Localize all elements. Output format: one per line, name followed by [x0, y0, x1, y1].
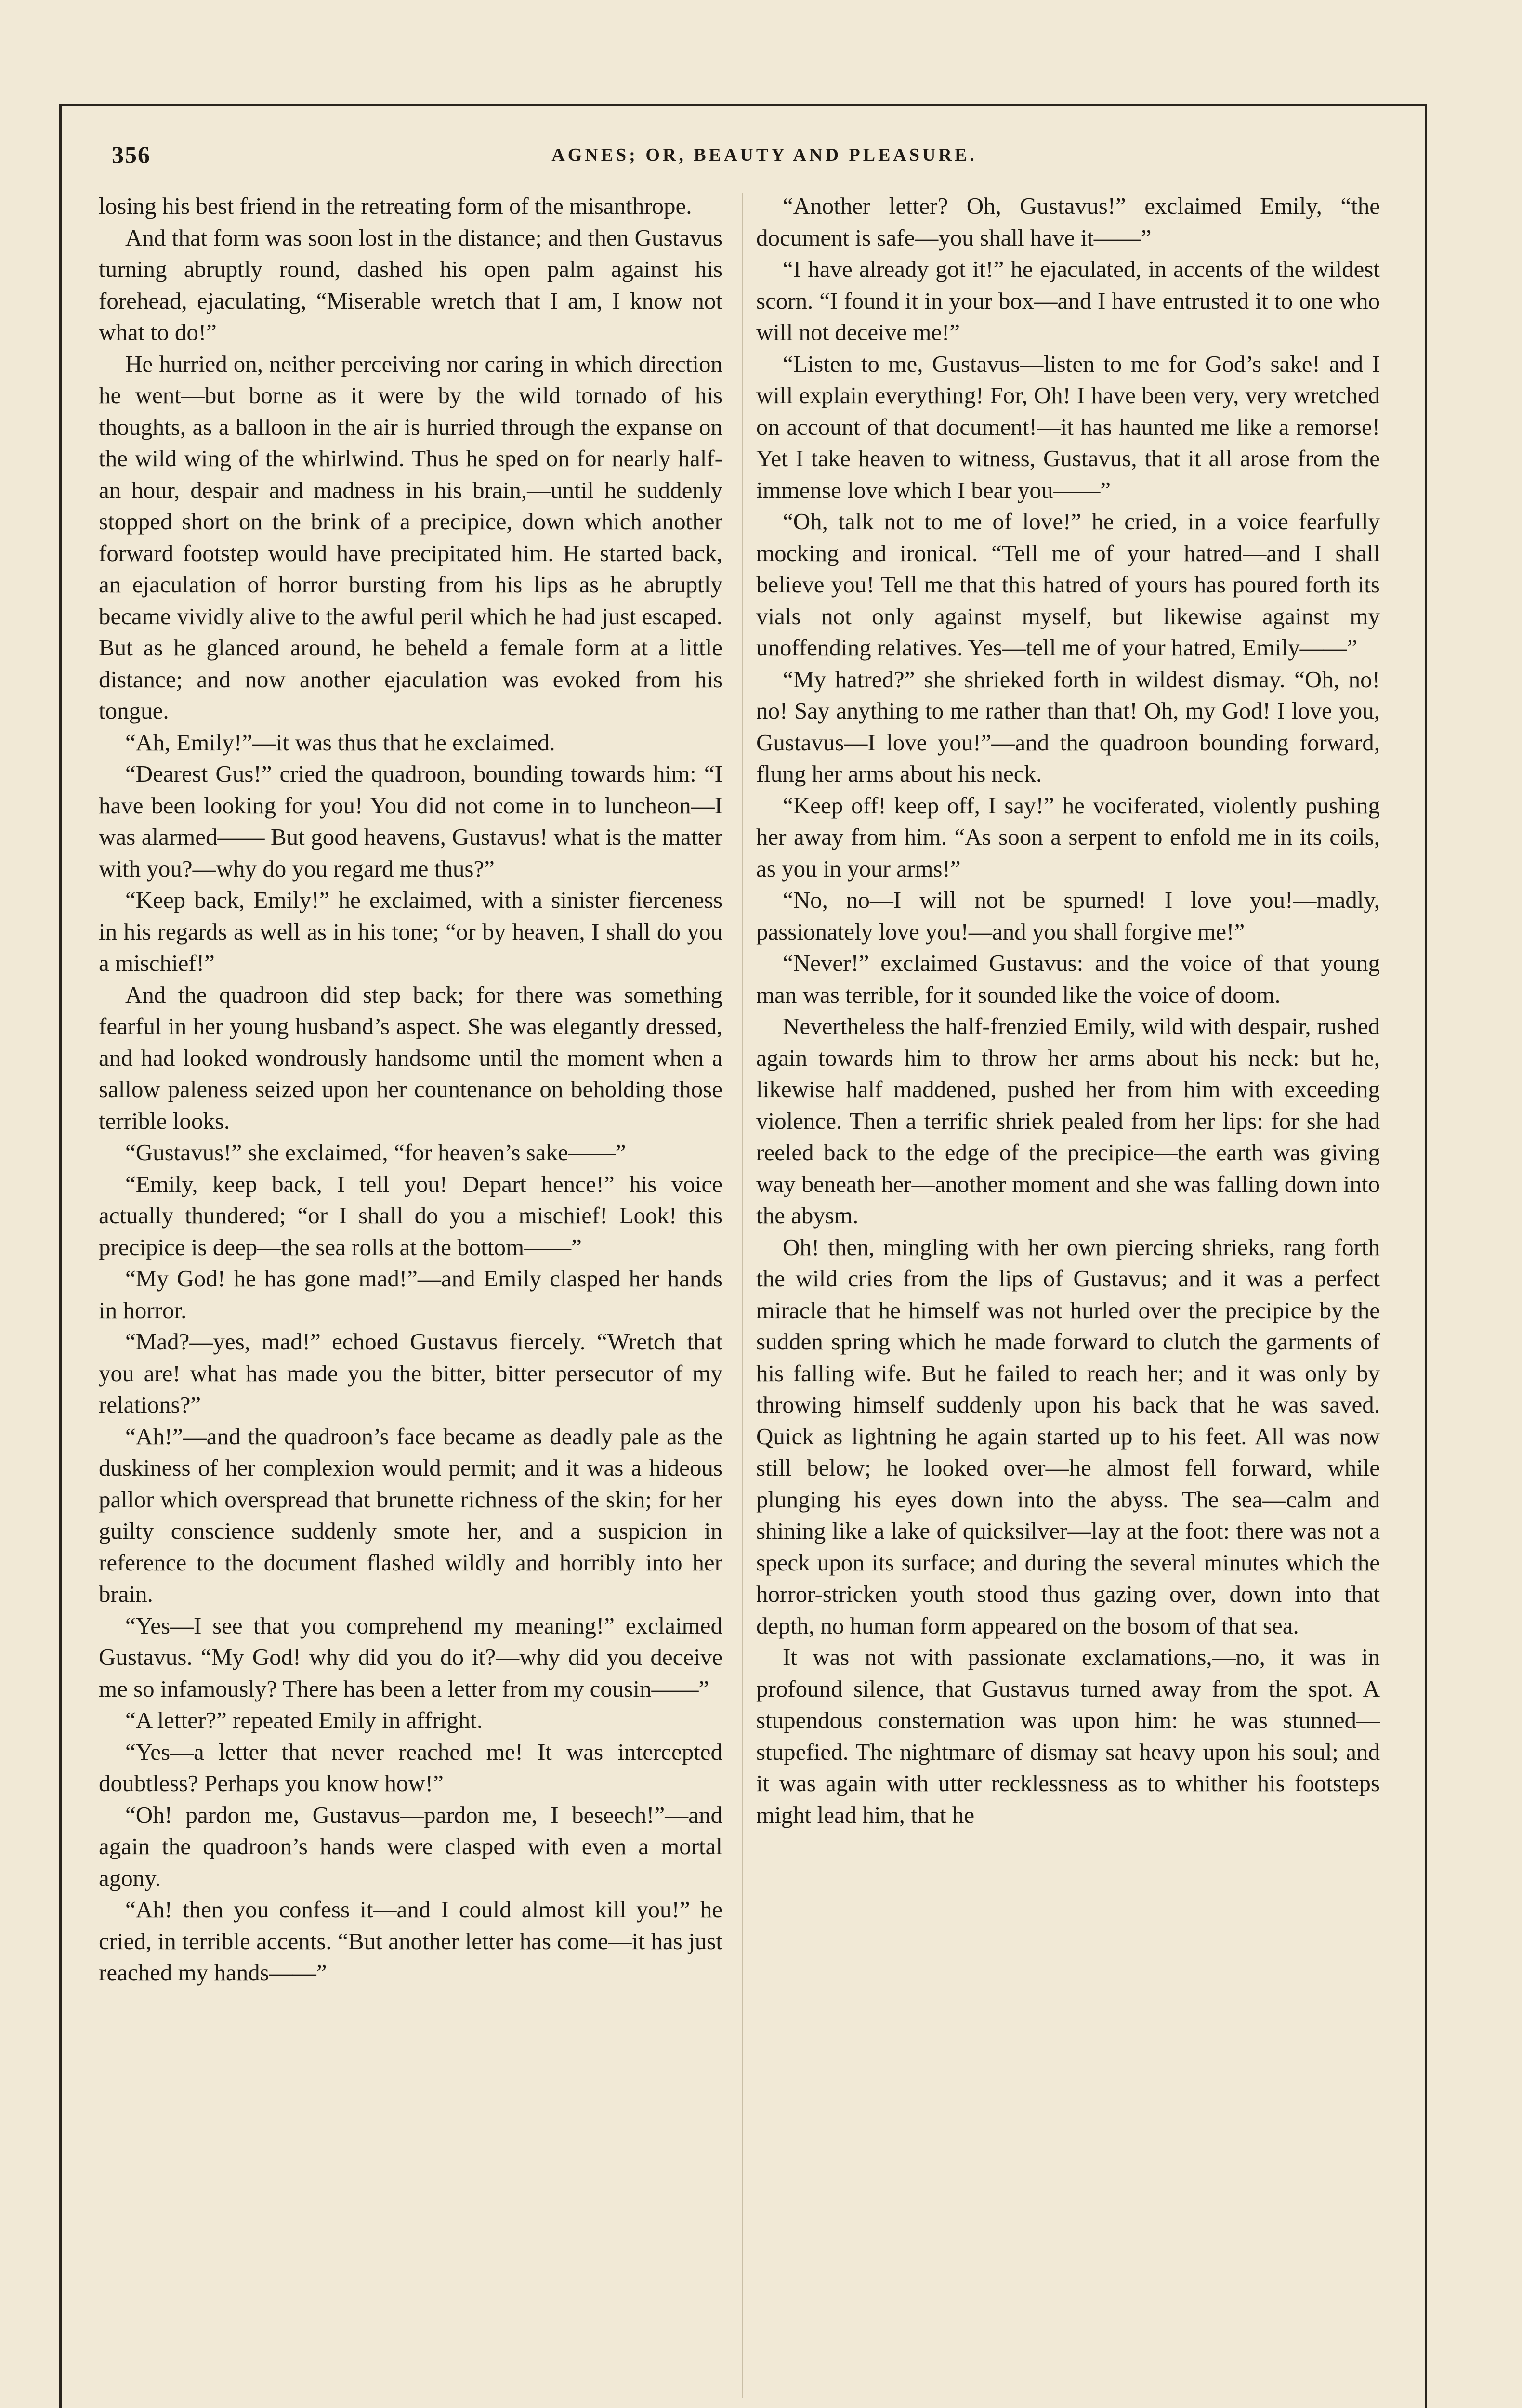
paragraph: It was not with passionate exclamations,—no, it was in profound silence, that Gustavus turned away from the spot. A stupendous consternation was upon him: he was stunned—stupefied. The nightmare of dismay sat heavy upon his soul; and it was again with utter recklessness as to whither his footsteps might lead him, that he [756, 1644, 1380, 1828]
paragraph: “Keep off! keep off, I say!” he vociferated, violently pushing her away from him. “As soon a serpent to enfold me in its coils, as you in your arms!” [756, 792, 1380, 882]
paragraph: “Mad?—yes, mad!” echoed Gustavus fiercely. “Wretch that you are! what has made you the bitter, bitter persecutor of my relations?” [99, 1328, 722, 1418]
paragraph: “Yes—a letter that never reached me! It was intercepted doubtless? Perhaps you know how!” [99, 1738, 722, 1796]
paragraph: “Ah, Emily!”—it was thus that he exclaimed. [125, 729, 555, 756]
paragraph: Nevertheless the half-frenzied Emily, wild with despair, rushed again towards him to throw her arms about his neck: but he, likewise half maddened, pushed her from him with exceeding violence. Then a terrific shriek pealed from her lips: for she had reeled back to the edge of the precipice—the earth was giving way beneath her—another moment and she was falling down into the abysm. [756, 1013, 1380, 1229]
running-title: AGNES; OR, BEAUTY AND PLEASURE. [551, 145, 977, 165]
paragraph: And that form was soon lost in the distance; and then Gustavus turning abruptly round, dashed his open palm against his forehead, ejaculating, “Miserable wretch that I am, I know not what to do!” [99, 224, 722, 345]
paragraph: losing his best friend in the retreating form of the misanthrope. [99, 193, 692, 219]
paragraph: “Another letter? Oh, Gustavus!” exclaimed Emily, “the document is safe—you shall have it——” [756, 193, 1380, 251]
left-column [99, 190, 722, 1989]
paragraph: “My hatred?” she shrieked forth in wildest dismay. “Oh, no! no! Say anything to me rather than that! Oh, my God! I love you, Gustavus—I love you!”—and the quadroon bounding forward, flung her arms about his neck. [756, 666, 1380, 787]
page-header [112, 141, 1417, 179]
column-divider [742, 193, 743, 2398]
paragraph: “Keep back, Emily!” he exclaimed, with a sinister fierceness in his regards as well as in his tone; “or by heaven, I shall do you a mischief!” [99, 887, 722, 976]
paragraph: “Oh, talk not to me of love!” he cried, in a voice fearfully mocking and ironical. “Tell me of your hatred—and I shall believe you! Tell me that this hatred of yours has poured forth its vials not only against myself, but likewise against my unoffending relatives. Yes—tell me of your hatred, Emily——” [756, 508, 1380, 661]
paragraph: “Ah!”—and the quadroon’s face became as deadly pale as the duskiness of her complexion would permit; and it was a hideous pallor which overspread that brunette richness of the skin; for her guilty conscience suddenly smote her, and a suspicion in reference to the document flashed wildly and horribly into her brain. [99, 1423, 722, 1607]
paragraph: “Listen to me, Gustavus—listen to me for God’s sake! and I will explain everything! For, Oh! I have been very, very wretched on account of that document!—it has haunted me like a remorse! Yet I take heaven to witness, Gustavus, that it all arose from the immense love which I bear you——” [756, 350, 1380, 503]
paragraph: Oh! then, mingling with her own piercing shrieks, rang forth the wild cries from the lips of Gustavus; and it was a perfect miracle that he himself was not hurled over the precipice by the sudden spring which he made forward to clutch the garments of his falling wife. But he failed to reach her; and it was only by throwing himself suddenly upon his back that he was saved. Quick as lightning he again started up to his feet. All was now still below; he looked over—he almost fell forward, while plunging his eyes down into the abyss. The sea—calm and shining like a lake of quicksilver—lay at the foot: there was not a speck upon its surface; and during the several minutes which the horror-stricken youth stood thus gazing over, down into that depth, no human form appeared on the bosom of that sea. [756, 1233, 1380, 1639]
paragraph: “Yes—I see that you comprehend my meaning!” exclaimed Gustavus. “My God! why did you do it?—why did you deceive me so infamously? There has been a letter from my cousin——” [99, 1612, 722, 1702]
paragraph: “My God! he has gone mad!”—and Emily clasped her hands in horror. [99, 1265, 722, 1323]
paragraph: “Ah! then you confess it—and I could almost kill you!” he cried, in terrible accents. “But another letter has come—it has just reached my hands——” [99, 1896, 722, 1986]
paragraph: And the quadroon did step back; for there was something fearful in her young husband’s aspect. She was elegantly dressed, and had looked wondrously handsome until the moment when a sallow paleness seized upon her countenance on beholding those terrible looks. [99, 981, 722, 1134]
paragraph: “No, no—I will not be spurned! I love you!—madly, passionately love you!—and you shall forgive me!” [756, 887, 1380, 945]
paragraph: He hurried on, neither perceiving nor caring in which direction he went—but borne as it were by the wild tornado of his thoughts, as a balloon in the air is hurried through the expanse on the wild wing of the whirlwind. Thus he sped on for nearly half-an hour, despair and madness in his brain,—until he suddenly stopped short on the brink of a precipice, down which another forward footstep would have precipitated him. He started back, an ejaculation of horror bursting from his lips as he abruptly became vividly alive to the awful peril which he had just escaped. But as he glanced around, he beheld a female form at a little distance; and now another ejaculation was evoked from his tongue. [99, 350, 722, 724]
paragraph: “Never!” exclaimed Gustavus: and the voice of that young man was terrible, for it sounded like the voice of doom. [756, 950, 1380, 1008]
paragraph: “Emily, keep back, I tell you! Depart hence!” his voice actually thundered; “or I shall do you a mischief! Look! this precipice is deep—the sea rolls at the bottom——” [99, 1170, 722, 1260]
paragraph: “Gustavus!” she exclaimed, “for heaven’s sake——” [125, 1139, 626, 1165]
paragraph: “I have already got it!” he ejaculated, in accents of the wildest scorn. “I found it in your box—and I have entrusted it to one who will not deceive me!” [756, 256, 1380, 345]
paragraph: “Oh! pardon me, Gustavus—pardon me, I beseech!”—and again the quadroon’s hands were clasped with even a mortal agony. [99, 1801, 722, 1891]
page-number: 356 [112, 141, 151, 168]
paragraph: “Dearest Gus!” cried the quadroon, bounding towards him: “I have been looking for you! You did not come in to luncheon—I was alarmed—— But good heavens, Gustavus! what is the matter with you?—why do you regard me thus?” [99, 760, 722, 882]
right-column [756, 190, 1380, 1831]
paragraph: “A letter?” repeated Emily in affright. [125, 1707, 483, 1733]
